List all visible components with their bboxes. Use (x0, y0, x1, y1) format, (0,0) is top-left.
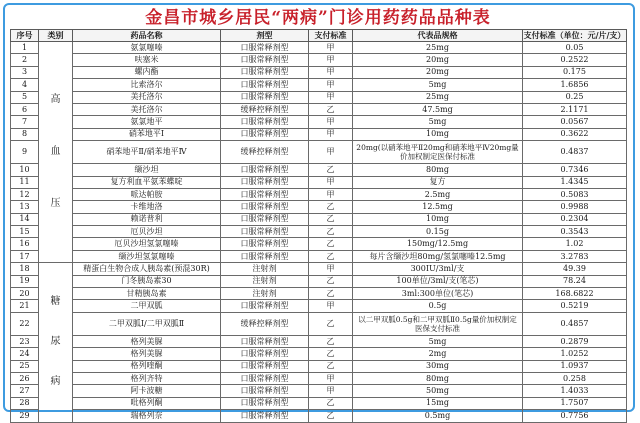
column-header: 序号 (11, 30, 39, 42)
row-number: 16 (11, 238, 39, 250)
row-number: 14 (11, 213, 39, 225)
table-row (11, 410, 627, 422)
payment-class: 甲 (309, 372, 353, 384)
price-cell: 0.5083 (523, 188, 627, 200)
payment-class: 甲 (309, 141, 353, 164)
row-number: 27 (11, 385, 39, 397)
payment-class: 乙 (309, 335, 353, 347)
dosage-form: 口服常释剂型 (221, 66, 309, 78)
spec-cell: 50mg (353, 385, 523, 397)
table-row (11, 91, 627, 103)
category-cell (39, 42, 73, 263)
dosage-form: 口服常释剂型 (221, 300, 309, 312)
dosage-form: 口服常释剂型 (221, 360, 309, 372)
price-cell: 0.4857 (523, 312, 627, 335)
table-row (11, 335, 627, 347)
row-number: 20 (11, 288, 39, 300)
category-char: 尿 (50, 336, 61, 348)
drug-name: 门冬胰岛素30 (73, 275, 221, 287)
row-number: 3 (11, 66, 39, 78)
dosage-form: 口服常释剂型 (221, 164, 309, 176)
payment-class: 乙 (309, 348, 353, 360)
price-cell: 0.2304 (523, 213, 627, 225)
dosage-form: 口服常释剂型 (221, 176, 309, 188)
payment-class: 甲 (309, 176, 353, 188)
dosage-form: 口服常释剂型 (221, 42, 309, 54)
payment-class: 甲 (309, 54, 353, 66)
spec-cell: 5mg (353, 116, 523, 128)
spec-cell: 3ml:300单位(笔芯) (353, 288, 523, 300)
drug-name: 阿卡波糖 (73, 385, 221, 397)
drug-name: 厄贝沙坦氢氯噻嗪 (73, 238, 221, 250)
spec-cell: 150mg/12.5mg (353, 238, 523, 250)
table-row (11, 141, 627, 164)
drug-name: 甘精胰岛素 (73, 288, 221, 300)
price-cell: 1.4345 (523, 176, 627, 188)
drug-name: 吡格列酮 (73, 397, 221, 409)
column-header: 代表品规格 (353, 30, 523, 42)
dosage-form: 缓释控释剂型 (221, 141, 309, 164)
table-row (11, 360, 627, 372)
dosage-form: 口服常释剂型 (221, 348, 309, 360)
spec-cell: 20mg (353, 54, 523, 66)
price-cell: 1.4033 (523, 385, 627, 397)
spec-cell: 25mg (353, 91, 523, 103)
row-number: 12 (11, 188, 39, 200)
payment-class: 乙 (309, 201, 353, 213)
category-char: 压 (50, 198, 61, 210)
drug-name: 厄贝沙坦 (73, 226, 221, 238)
payment-class: 甲 (309, 91, 353, 103)
dosage-form: 口服常释剂型 (221, 213, 309, 225)
drug-name: 格列美脲 (73, 335, 221, 347)
spec-cell: 0.5mg (353, 410, 523, 422)
table-row (11, 250, 627, 262)
table-row (11, 238, 627, 250)
price-cell: 1.0937 (523, 360, 627, 372)
category-cell (39, 263, 73, 422)
category-char: 糖 (50, 296, 61, 308)
drug-name: 比索洛尔 (73, 79, 221, 91)
row-number: 4 (11, 79, 39, 91)
spec-cell: 30mg (353, 360, 523, 372)
row-number: 1 (11, 42, 39, 54)
row-number: 21 (11, 300, 39, 312)
table-row (11, 372, 627, 384)
price-cell: 1.6856 (523, 79, 627, 91)
dosage-form: 口服常释剂型 (221, 79, 309, 91)
row-number: 29 (11, 410, 39, 422)
category-char: 病 (50, 376, 61, 388)
dosage-form: 口服常释剂型 (221, 128, 309, 140)
spec-cell: 80mg (353, 164, 523, 176)
price-cell: 0.05 (523, 42, 627, 54)
payment-class: 乙 (309, 360, 353, 372)
column-header: 类别 (39, 30, 73, 42)
table-row (11, 66, 627, 78)
drug-name: 复方利血平氨苯蝶啶 (73, 176, 221, 188)
table-header-row (11, 30, 627, 42)
drug-name: 二甲双胍Ⅰ/二甲双胍Ⅱ (73, 312, 221, 335)
spec-cell: 每片含缬沙坦80mg/氢氯噻嗪12.5mg (353, 250, 523, 262)
row-number: 25 (11, 360, 39, 372)
dosage-form: 口服常释剂型 (221, 372, 309, 384)
dosage-form: 口服常释剂型 (221, 226, 309, 238)
price-cell: 0.0567 (523, 116, 627, 128)
dosage-form: 缓释控释剂型 (221, 312, 309, 335)
payment-class: 乙 (309, 410, 353, 422)
price-cell: 0.25 (523, 91, 627, 103)
dosage-form: 口服常释剂型 (221, 54, 309, 66)
table-row (11, 397, 627, 409)
table-row (11, 385, 627, 397)
drug-name: 氨氯地平 (73, 116, 221, 128)
dosage-form: 口服常释剂型 (221, 250, 309, 262)
row-number: 6 (11, 103, 39, 115)
price-cell: 0.9988 (523, 201, 627, 213)
drug-name: 缬沙坦 (73, 164, 221, 176)
payment-class: 甲 (309, 128, 353, 140)
table-row (11, 201, 627, 213)
dosage-form: 口服常释剂型 (221, 188, 309, 200)
row-number: 19 (11, 275, 39, 287)
payment-class: 乙 (309, 164, 353, 176)
price-cell: 0.258 (523, 372, 627, 384)
price-cell: 3.2783 (523, 250, 627, 262)
table-row (11, 213, 627, 225)
drug-name: 精蛋白生物合成人胰岛素(预混30R) (73, 263, 221, 275)
table-row (11, 116, 627, 128)
payment-class: 乙 (309, 275, 353, 287)
row-number: 8 (11, 128, 39, 140)
drug-name: 呋塞米 (73, 54, 221, 66)
spec-cell: 2mg (353, 348, 523, 360)
row-number: 15 (11, 226, 39, 238)
payment-class: 甲 (309, 79, 353, 91)
row-number: 7 (11, 116, 39, 128)
price-cell: 78.24 (523, 275, 627, 287)
spec-cell: 20mg(以硝苯地平Ⅱ20mg和硝苯地平Ⅳ20mg量价加权制定医保付标准 (353, 141, 523, 164)
spec-cell: 20mg (353, 66, 523, 78)
price-cell: 0.175 (523, 66, 627, 78)
payment-class: 乙 (309, 288, 353, 300)
dosage-form: 口服常释剂型 (221, 385, 309, 397)
table-row (11, 128, 627, 140)
spec-cell: 5mg (353, 335, 523, 347)
table-row (11, 176, 627, 188)
row-number: 13 (11, 201, 39, 213)
drug-name: 赖诺普利 (73, 213, 221, 225)
row-number: 2 (11, 54, 39, 66)
category-char: 高 (50, 94, 61, 106)
row-number: 9 (11, 141, 39, 164)
table-row (11, 79, 627, 91)
category-char: 血 (50, 146, 61, 158)
dosage-form: 注射剂 (221, 288, 309, 300)
table-row (11, 103, 627, 115)
spec-cell: 0.5g (353, 300, 523, 312)
row-number: 28 (11, 397, 39, 409)
dosage-form: 口服常释剂型 (221, 91, 309, 103)
payment-class: 甲 (309, 188, 353, 200)
spec-cell: 10mg (353, 128, 523, 140)
drug-name: 硝苯地平Ⅰ (73, 128, 221, 140)
drug-name: 美托洛尔 (73, 91, 221, 103)
drug-name: 硝苯地平Ⅱ/硝苯地平Ⅳ (73, 141, 221, 164)
spec-cell: 以二甲双胍0.5g和二甲双胍Ⅱ0.5g量价加权制定医保支付标准 (353, 312, 523, 335)
table-row (11, 263, 627, 275)
payment-class: 乙 (309, 250, 353, 262)
payment-class: 甲 (309, 263, 353, 275)
spec-cell: 25mg (353, 42, 523, 54)
dosage-form: 缓释控释剂型 (221, 103, 309, 115)
dosage-form: 口服常释剂型 (221, 335, 309, 347)
payment-class: 甲 (309, 300, 353, 312)
price-cell: 0.7346 (523, 164, 627, 176)
price-cell: 2.1171 (523, 103, 627, 115)
column-header: 剂型 (221, 30, 309, 42)
dosage-form: 注射剂 (221, 263, 309, 275)
row-number: 18 (11, 263, 39, 275)
table-row (11, 348, 627, 360)
spec-cell: 15mg (353, 397, 523, 409)
row-number: 10 (11, 164, 39, 176)
dosage-form: 口服常释剂型 (221, 116, 309, 128)
table-row (11, 226, 627, 238)
dosage-form: 口服常释剂型 (221, 238, 309, 250)
payment-class: 乙 (309, 213, 353, 225)
spec-cell: 复方 (353, 176, 523, 188)
drug-name: 螺内酯 (73, 66, 221, 78)
row-number: 5 (11, 91, 39, 103)
drug-name: 格列喹酮 (73, 360, 221, 372)
dosage-form: 口服常释剂型 (221, 397, 309, 409)
price-cell: 0.4837 (523, 141, 627, 164)
price-cell: 1.0252 (523, 348, 627, 360)
dosage-form: 注射剂 (221, 275, 309, 287)
payment-class: 甲 (309, 116, 353, 128)
payment-class: 乙 (309, 103, 353, 115)
price-cell: 0.2879 (523, 335, 627, 347)
payment-class: 乙 (309, 312, 353, 335)
payment-class: 乙 (309, 397, 353, 409)
table-row (11, 42, 627, 54)
spec-cell: 100单位/3ml/支(笔芯) (353, 275, 523, 287)
row-number: 26 (11, 372, 39, 384)
drug-name: 二甲双胍 (73, 300, 221, 312)
table-row (11, 300, 627, 312)
payment-class: 甲 (309, 385, 353, 397)
table-row (11, 312, 627, 335)
spec-cell: 12.5mg (353, 201, 523, 213)
table-row (11, 188, 627, 200)
column-header: 支付标准（单位：元/片/支） (523, 30, 626, 40)
price-cell: 0.3622 (523, 128, 627, 140)
price-cell: 0.7756 (523, 410, 627, 422)
row-number: 22 (11, 312, 39, 335)
drug-name: 瑞格列奈 (73, 410, 221, 422)
payment-class: 乙 (309, 226, 353, 238)
page-title: 金昌市城乡居民“两病”门诊用药药品品种表 (145, 8, 491, 28)
price-cell: 0.2522 (523, 54, 627, 66)
drug-list-table (10, 29, 627, 423)
dosage-form: 口服常释剂型 (221, 201, 309, 213)
column-header: 药品名称 (73, 30, 221, 42)
row-number: 17 (11, 250, 39, 262)
drug-name: 氨氯噻嗪 (73, 42, 221, 54)
price-cell: 168.6822 (523, 288, 627, 300)
price-cell: 0.3543 (523, 226, 627, 238)
drug-name: 哌达帕胺 (73, 188, 221, 200)
row-number: 11 (11, 176, 39, 188)
column-header: 支付标准 (309, 30, 353, 42)
payment-class: 甲 (309, 66, 353, 78)
drug-name: 美托洛尔 (73, 103, 221, 115)
price-cell: 49.39 (523, 263, 627, 275)
table-row (11, 288, 627, 300)
table-row (11, 54, 627, 66)
payment-class: 甲 (309, 42, 353, 54)
table-row (11, 275, 627, 287)
spec-cell: 80mg (353, 372, 523, 384)
spec-cell: 10mg (353, 213, 523, 225)
table-body (11, 42, 627, 423)
payment-class: 乙 (309, 238, 353, 250)
drug-name: 缬沙坦氢氯噻嗪 (73, 250, 221, 262)
dosage-form: 口服常释剂型 (221, 410, 309, 422)
table-row (11, 164, 627, 176)
row-number: 23 (11, 335, 39, 347)
row-number: 24 (11, 348, 39, 360)
spec-cell: 2.5mg (353, 188, 523, 200)
spec-cell: 47.5mg (353, 103, 523, 115)
price-cell: 1.7507 (523, 397, 627, 409)
price-cell: 1.02 (523, 238, 627, 250)
drug-name: 卡维地洛 (73, 201, 221, 213)
price-cell: 0.5219 (523, 300, 627, 312)
spec-cell: 5mg (353, 79, 523, 91)
spec-cell: 0.15g (353, 226, 523, 238)
drug-name: 格列齐特 (73, 372, 221, 384)
drug-name: 格列美脲 (73, 348, 221, 360)
spec-cell: 300IU/3ml/支 (353, 263, 523, 275)
